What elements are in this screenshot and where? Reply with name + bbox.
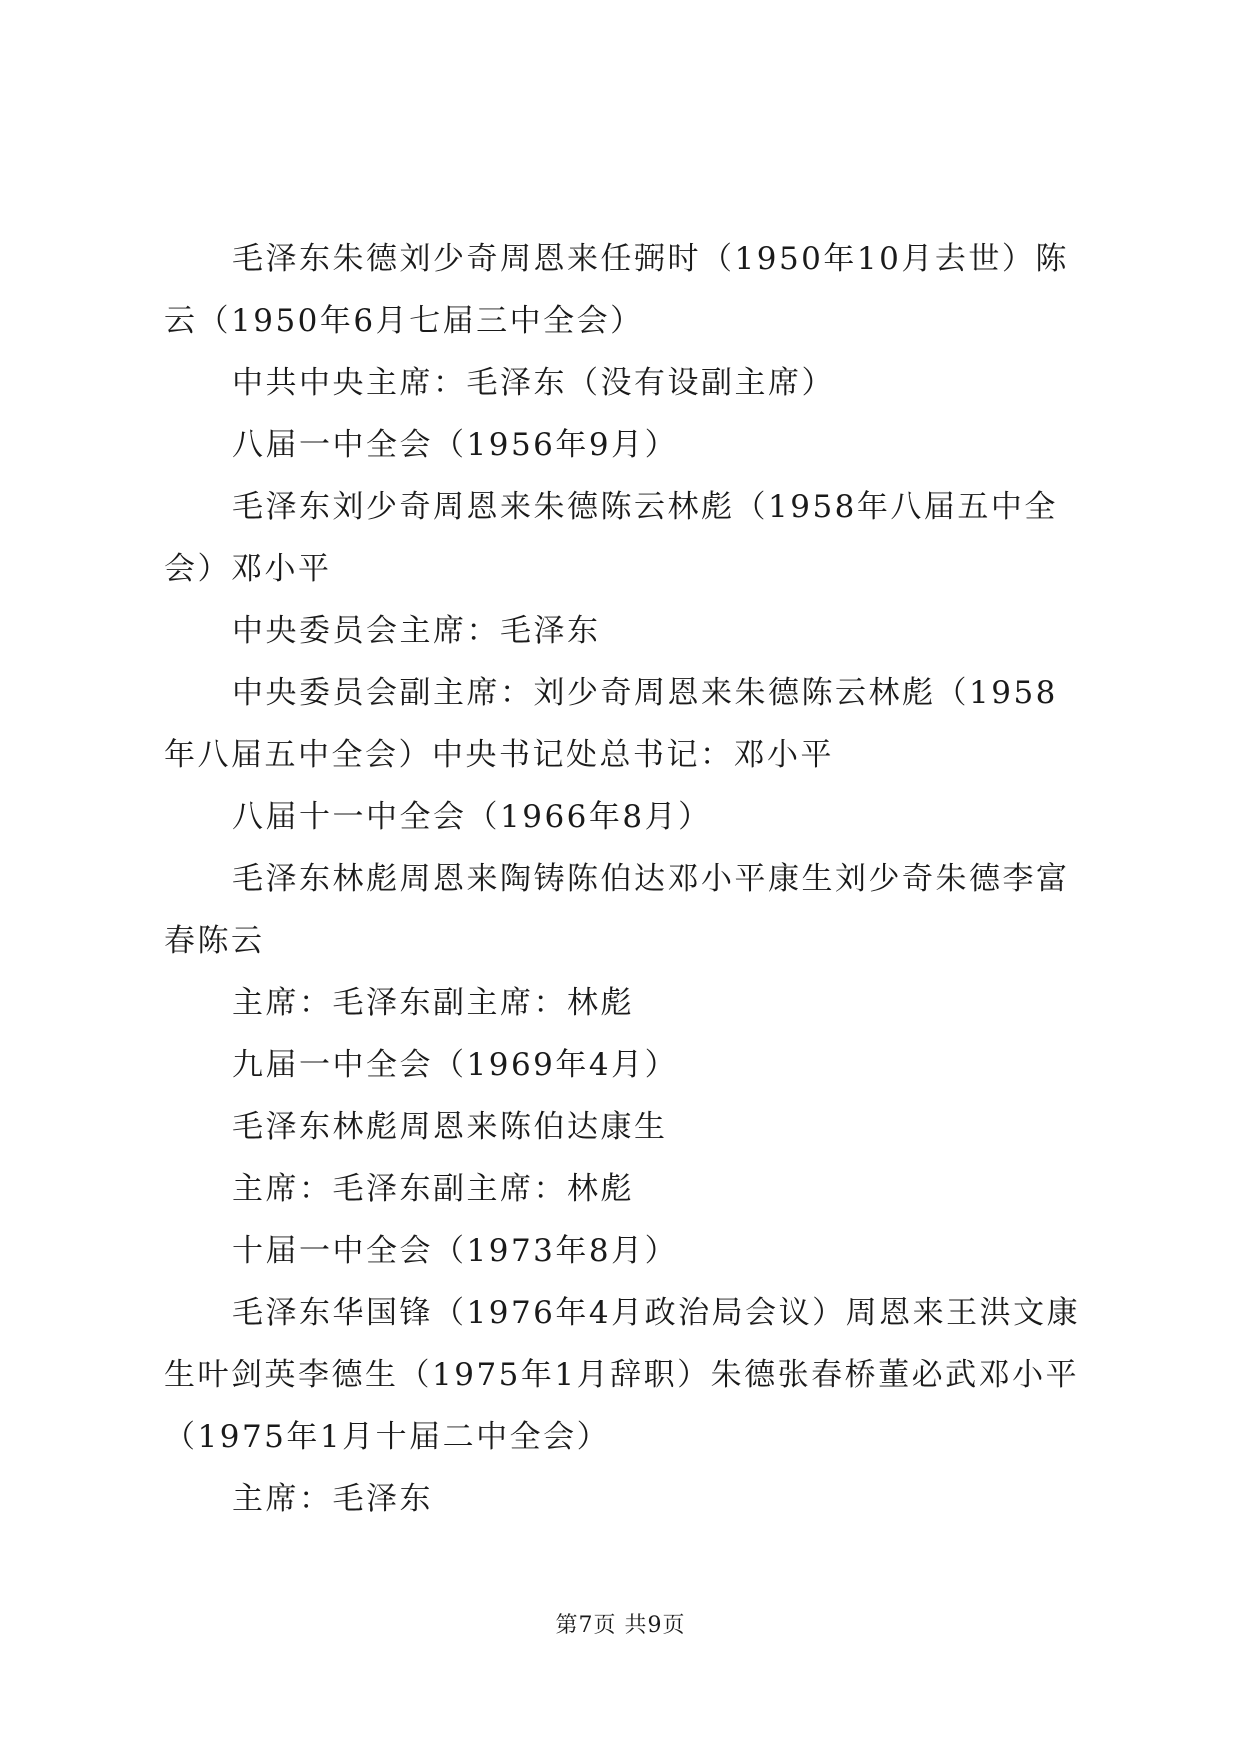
paragraph: 中央委员会主席：毛泽东	[232, 613, 601, 649]
paragraph: 毛泽东林彪周恩来陈伯达康生	[232, 1109, 668, 1145]
paragraph: 毛泽东林彪周恩来陶铸陈伯达邓小平康生刘少奇朱德李富春陈云	[164, 861, 1070, 959]
paragraph: 毛泽东华国锋（1976年4月政治局会议）周恩来王洪文康生叶剑英李德生（1975年1月辞职）朱德张春桥董必武邓小平（1975年1月十届二中全会）	[164, 1295, 1081, 1455]
paragraph: 八届一中全会（1956年9月）	[232, 427, 679, 463]
page-number-footer: 第7页 共9页	[555, 1613, 686, 1638]
paragraph: 主席：毛泽东副主席：林彪	[232, 1171, 634, 1207]
paragraph: 中央委员会副主席：刘少奇周恩来朱德陈云林彪（1958年八届五中全会）中央书记处总书记：邓小平	[164, 675, 1058, 773]
paragraph: 毛泽东刘少奇周恩来朱德陈云林彪（1958年八届五中全会）邓小平	[164, 489, 1058, 587]
paragraph: 主席：毛泽东	[232, 1481, 433, 1517]
paragraph: 十届一中全会（1973年8月）	[232, 1233, 679, 1269]
paragraph: 毛泽东朱德刘少奇周恩来任弼时（1950年10月去世）陈云（1950年6月七届三中全会）	[164, 241, 1069, 339]
paragraph: 八届十一中全会（1966年8月）	[232, 799, 712, 835]
paragraph: 九届一中全会（1969年4月）	[232, 1047, 679, 1083]
paragraph: 中共中央主席：毛泽东（没有设副主席）	[232, 365, 835, 401]
document-body	[164, 228, 1084, 1530]
paragraph: 主席：毛泽东副主席：林彪	[232, 985, 634, 1021]
